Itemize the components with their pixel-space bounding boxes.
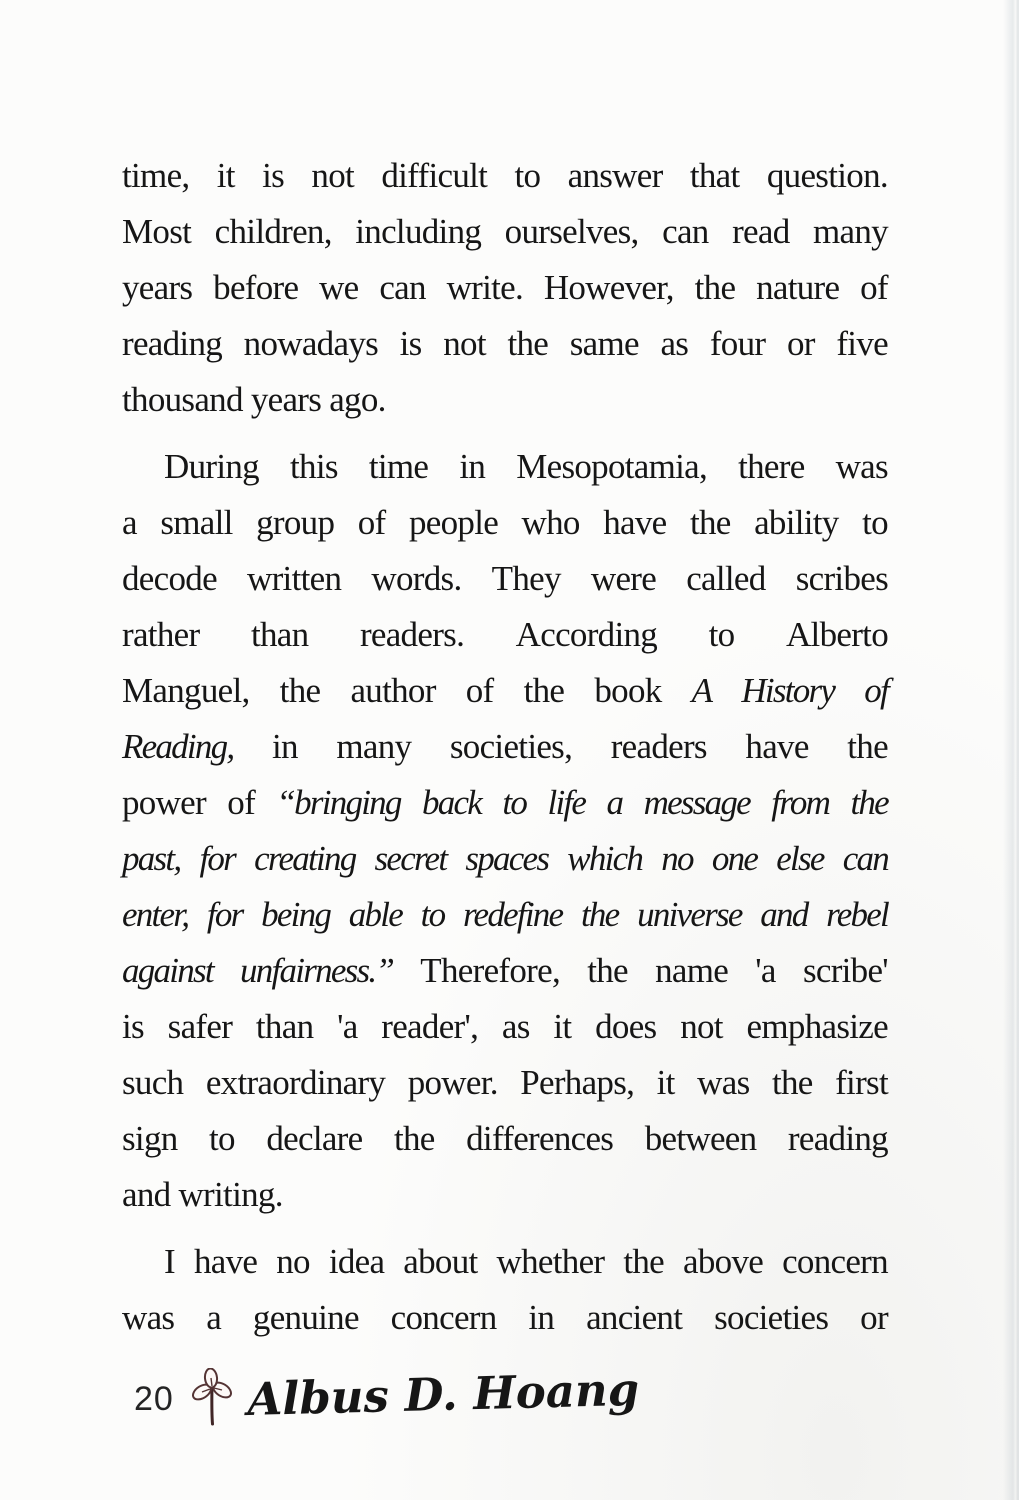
text-run: spaces: [465, 839, 549, 878]
text-run: ancient: [586, 1298, 683, 1337]
text-run: to: [514, 156, 541, 195]
text-run: 'a: [755, 951, 776, 990]
text-line: [122, 439, 888, 495]
text-line: [122, 316, 888, 372]
text-run: this: [290, 447, 338, 486]
text-run: read: [732, 212, 790, 251]
text-run: a: [206, 1298, 222, 1337]
text-run: of: [465, 671, 494, 710]
text-run: universe: [637, 895, 742, 934]
text-run: between: [644, 1119, 757, 1158]
text-line: [122, 719, 888, 775]
text-run: words.: [371, 559, 462, 598]
text-run: of: [864, 671, 888, 710]
text-run: societies,: [449, 727, 573, 766]
leaf-sprig-icon: [190, 1368, 234, 1426]
text-line: [122, 831, 888, 887]
text-run: reader',: [381, 1007, 479, 1046]
text-run: of: [357, 503, 386, 542]
text-run: rather: [122, 615, 200, 654]
text-run: able: [348, 895, 403, 934]
text-run: was: [697, 1063, 750, 1102]
text-run: the: [523, 671, 565, 710]
text-run: unfairness.”: [240, 951, 394, 990]
text-run: can: [379, 268, 426, 307]
text-run: scribe': [802, 951, 888, 990]
text-run: can: [842, 839, 888, 878]
text-run: the: [850, 783, 888, 822]
text-run: in: [459, 447, 486, 486]
text-run: redefine: [462, 895, 563, 934]
text-run: the: [694, 268, 736, 307]
text-run: group: [256, 503, 335, 542]
text-run: decode: [122, 559, 217, 598]
text-run: to: [420, 895, 445, 934]
text-run: we: [319, 268, 359, 307]
text-run: concern: [390, 1298, 497, 1337]
text-run: thousand years ago.: [122, 380, 386, 419]
text-run: name: [655, 951, 729, 990]
text-line: [122, 148, 888, 204]
text-run: the: [587, 951, 628, 990]
text-run: Most: [122, 212, 192, 251]
text-run: declare: [266, 1119, 363, 1158]
text-run: was: [835, 447, 888, 486]
text-run: to: [862, 503, 888, 542]
paragraph: [122, 439, 888, 1223]
text-run: I: [164, 1242, 175, 1281]
text-line: [122, 1234, 888, 1290]
text-run: a: [606, 783, 623, 822]
text-run: and writing.: [122, 1175, 283, 1214]
text-run: Mesopotamia,: [516, 447, 708, 486]
text-run: safer: [167, 1007, 233, 1046]
text-run: reading: [122, 324, 223, 363]
text-run: children,: [214, 212, 332, 251]
text-run: called: [686, 559, 766, 598]
text-line: [122, 260, 888, 316]
text-run: creating: [254, 839, 356, 878]
text-run: and: [760, 895, 808, 934]
text-run: readers: [610, 727, 707, 766]
text-run: or: [786, 324, 815, 363]
text-run: message: [643, 783, 750, 822]
paragraph: [122, 148, 888, 428]
text-run: History: [741, 671, 835, 710]
text-line: [122, 495, 888, 551]
text-run: it: [216, 156, 235, 195]
text-run: for: [199, 839, 236, 878]
text-run: people: [408, 503, 499, 542]
text-line: [122, 551, 888, 607]
text-run: four: [709, 324, 766, 363]
text-run: idea: [328, 1242, 385, 1281]
text-run: have: [745, 727, 809, 766]
text-run: Manguel,: [122, 671, 250, 710]
text-run: which: [567, 839, 643, 878]
text-line: [122, 999, 888, 1055]
page-number: 20: [134, 1379, 174, 1418]
text-run: the: [279, 671, 321, 710]
text-run: the: [689, 503, 731, 542]
text-run: time,: [122, 156, 190, 195]
text-run: above: [683, 1242, 764, 1281]
text-run: or: [860, 1298, 888, 1337]
text-run: than: [255, 1007, 314, 1046]
text-run: ourselves,: [504, 212, 639, 251]
text-line: [122, 943, 888, 999]
text-run: ability: [754, 503, 839, 542]
text-run: enter,: [122, 895, 189, 934]
text-run: can: [662, 212, 709, 251]
text-run: During: [164, 447, 259, 486]
text-run: five: [836, 324, 888, 363]
text-run: one: [711, 839, 758, 878]
text-run: is: [122, 1007, 144, 1046]
text-run: sign: [122, 1119, 178, 1158]
text-run: from: [771, 783, 830, 822]
text-line: [122, 1055, 888, 1111]
text-run: societies: [714, 1298, 829, 1337]
text-run: was: [122, 1298, 175, 1337]
text-run: rebel: [826, 895, 888, 934]
text-run: the: [507, 324, 549, 363]
text-run: it: [656, 1063, 675, 1102]
text-run: against: [122, 951, 213, 990]
author-signature: Albus D. Hoang: [246, 1362, 640, 1426]
text-block: [122, 148, 888, 1346]
text-run: is: [399, 324, 422, 363]
text-run: “bringing: [276, 783, 401, 822]
text-run: A: [691, 671, 712, 710]
text-run: extraordinary: [205, 1063, 386, 1102]
text-run: Therefore,: [420, 951, 560, 990]
text-run: have: [193, 1242, 258, 1281]
text-run: concern: [782, 1242, 888, 1281]
text-run: author: [350, 671, 436, 710]
text-run: back: [422, 783, 482, 822]
text-run: such: [122, 1063, 184, 1102]
text-run: before: [213, 268, 299, 307]
text-run: Alberto: [785, 615, 888, 654]
text-run: small: [160, 503, 233, 542]
text-line: [122, 1111, 888, 1167]
text-line: [122, 1290, 888, 1346]
text-run: years: [122, 268, 193, 307]
text-run: secret: [374, 839, 447, 878]
text-run: the: [580, 895, 619, 934]
text-run: same: [569, 324, 639, 363]
text-run: a: [122, 503, 137, 542]
text-run: the: [771, 1063, 813, 1102]
text-run: write.: [446, 268, 524, 307]
text-run: have: [603, 503, 667, 542]
text-run: there: [738, 447, 805, 486]
text-run: not: [680, 1007, 723, 1046]
text-run: no: [661, 839, 693, 878]
text-run: nature: [756, 268, 840, 307]
text-run: not: [443, 324, 486, 363]
text-run: for: [206, 895, 243, 934]
text-run: else: [776, 839, 824, 878]
page-footer: [134, 1362, 640, 1426]
text-run: scribes: [795, 559, 888, 598]
text-run: not: [311, 156, 355, 195]
text-run: genuine: [252, 1298, 359, 1337]
text-run: as: [501, 1007, 530, 1046]
text-line: [122, 887, 888, 943]
text-run: who: [521, 503, 580, 542]
text-line: [122, 663, 888, 719]
text-run: to: [209, 1119, 235, 1158]
text-run: does: [595, 1007, 657, 1046]
text-run: book: [594, 671, 662, 710]
text-run: power.: [407, 1063, 498, 1102]
text-run: whether: [496, 1242, 605, 1281]
text-run: However,: [543, 268, 674, 307]
text-run: is: [262, 156, 285, 195]
text-run: reading: [787, 1119, 888, 1158]
text-line: [122, 607, 888, 663]
text-run: written: [247, 559, 342, 598]
text-run: They: [491, 559, 561, 598]
text-run: of: [227, 783, 256, 822]
text-run: Reading,: [122, 727, 234, 766]
text-run: life: [547, 783, 586, 822]
text-run: to: [502, 783, 527, 822]
paragraph: [122, 1234, 888, 1346]
text-run: no: [276, 1242, 310, 1281]
text-line: [122, 204, 888, 260]
text-run: being: [261, 895, 331, 934]
text-run: as: [660, 324, 689, 363]
page-edge-shadow: [1003, 0, 1019, 1500]
text-run: in: [528, 1298, 555, 1337]
text-run: in: [271, 727, 298, 766]
text-run: the: [393, 1119, 435, 1158]
text-run: differences: [466, 1119, 614, 1158]
text-run: about: [403, 1242, 478, 1281]
text-run: difficult: [381, 156, 488, 195]
text-run: many: [336, 727, 412, 766]
text-run: nowadays: [243, 324, 379, 363]
text-run: question.: [766, 156, 888, 195]
text-run: power: [122, 783, 206, 822]
text-run: were: [590, 559, 657, 598]
text-run: time: [368, 447, 429, 486]
text-run: than: [250, 615, 309, 654]
text-run: past,: [122, 839, 181, 878]
text-run: readers.: [359, 615, 465, 654]
text-run: 'a: [337, 1007, 358, 1046]
text-run: Perhaps,: [520, 1063, 635, 1102]
text-run: emphasize: [746, 1007, 888, 1046]
text-run: first: [835, 1063, 888, 1102]
text-line: [122, 372, 888, 428]
text-run: the: [623, 1242, 665, 1281]
text-run: of: [860, 268, 888, 307]
text-run: many: [813, 212, 888, 251]
text-run: the: [847, 727, 888, 766]
text-run: it: [553, 1007, 572, 1046]
text-run: to: [708, 615, 735, 654]
text-run: including: [355, 212, 482, 251]
text-run: that: [689, 156, 740, 195]
text-line: [122, 775, 888, 831]
text-line: [122, 1167, 888, 1223]
text-run: According: [515, 615, 658, 654]
text-run: answer: [567, 156, 663, 195]
